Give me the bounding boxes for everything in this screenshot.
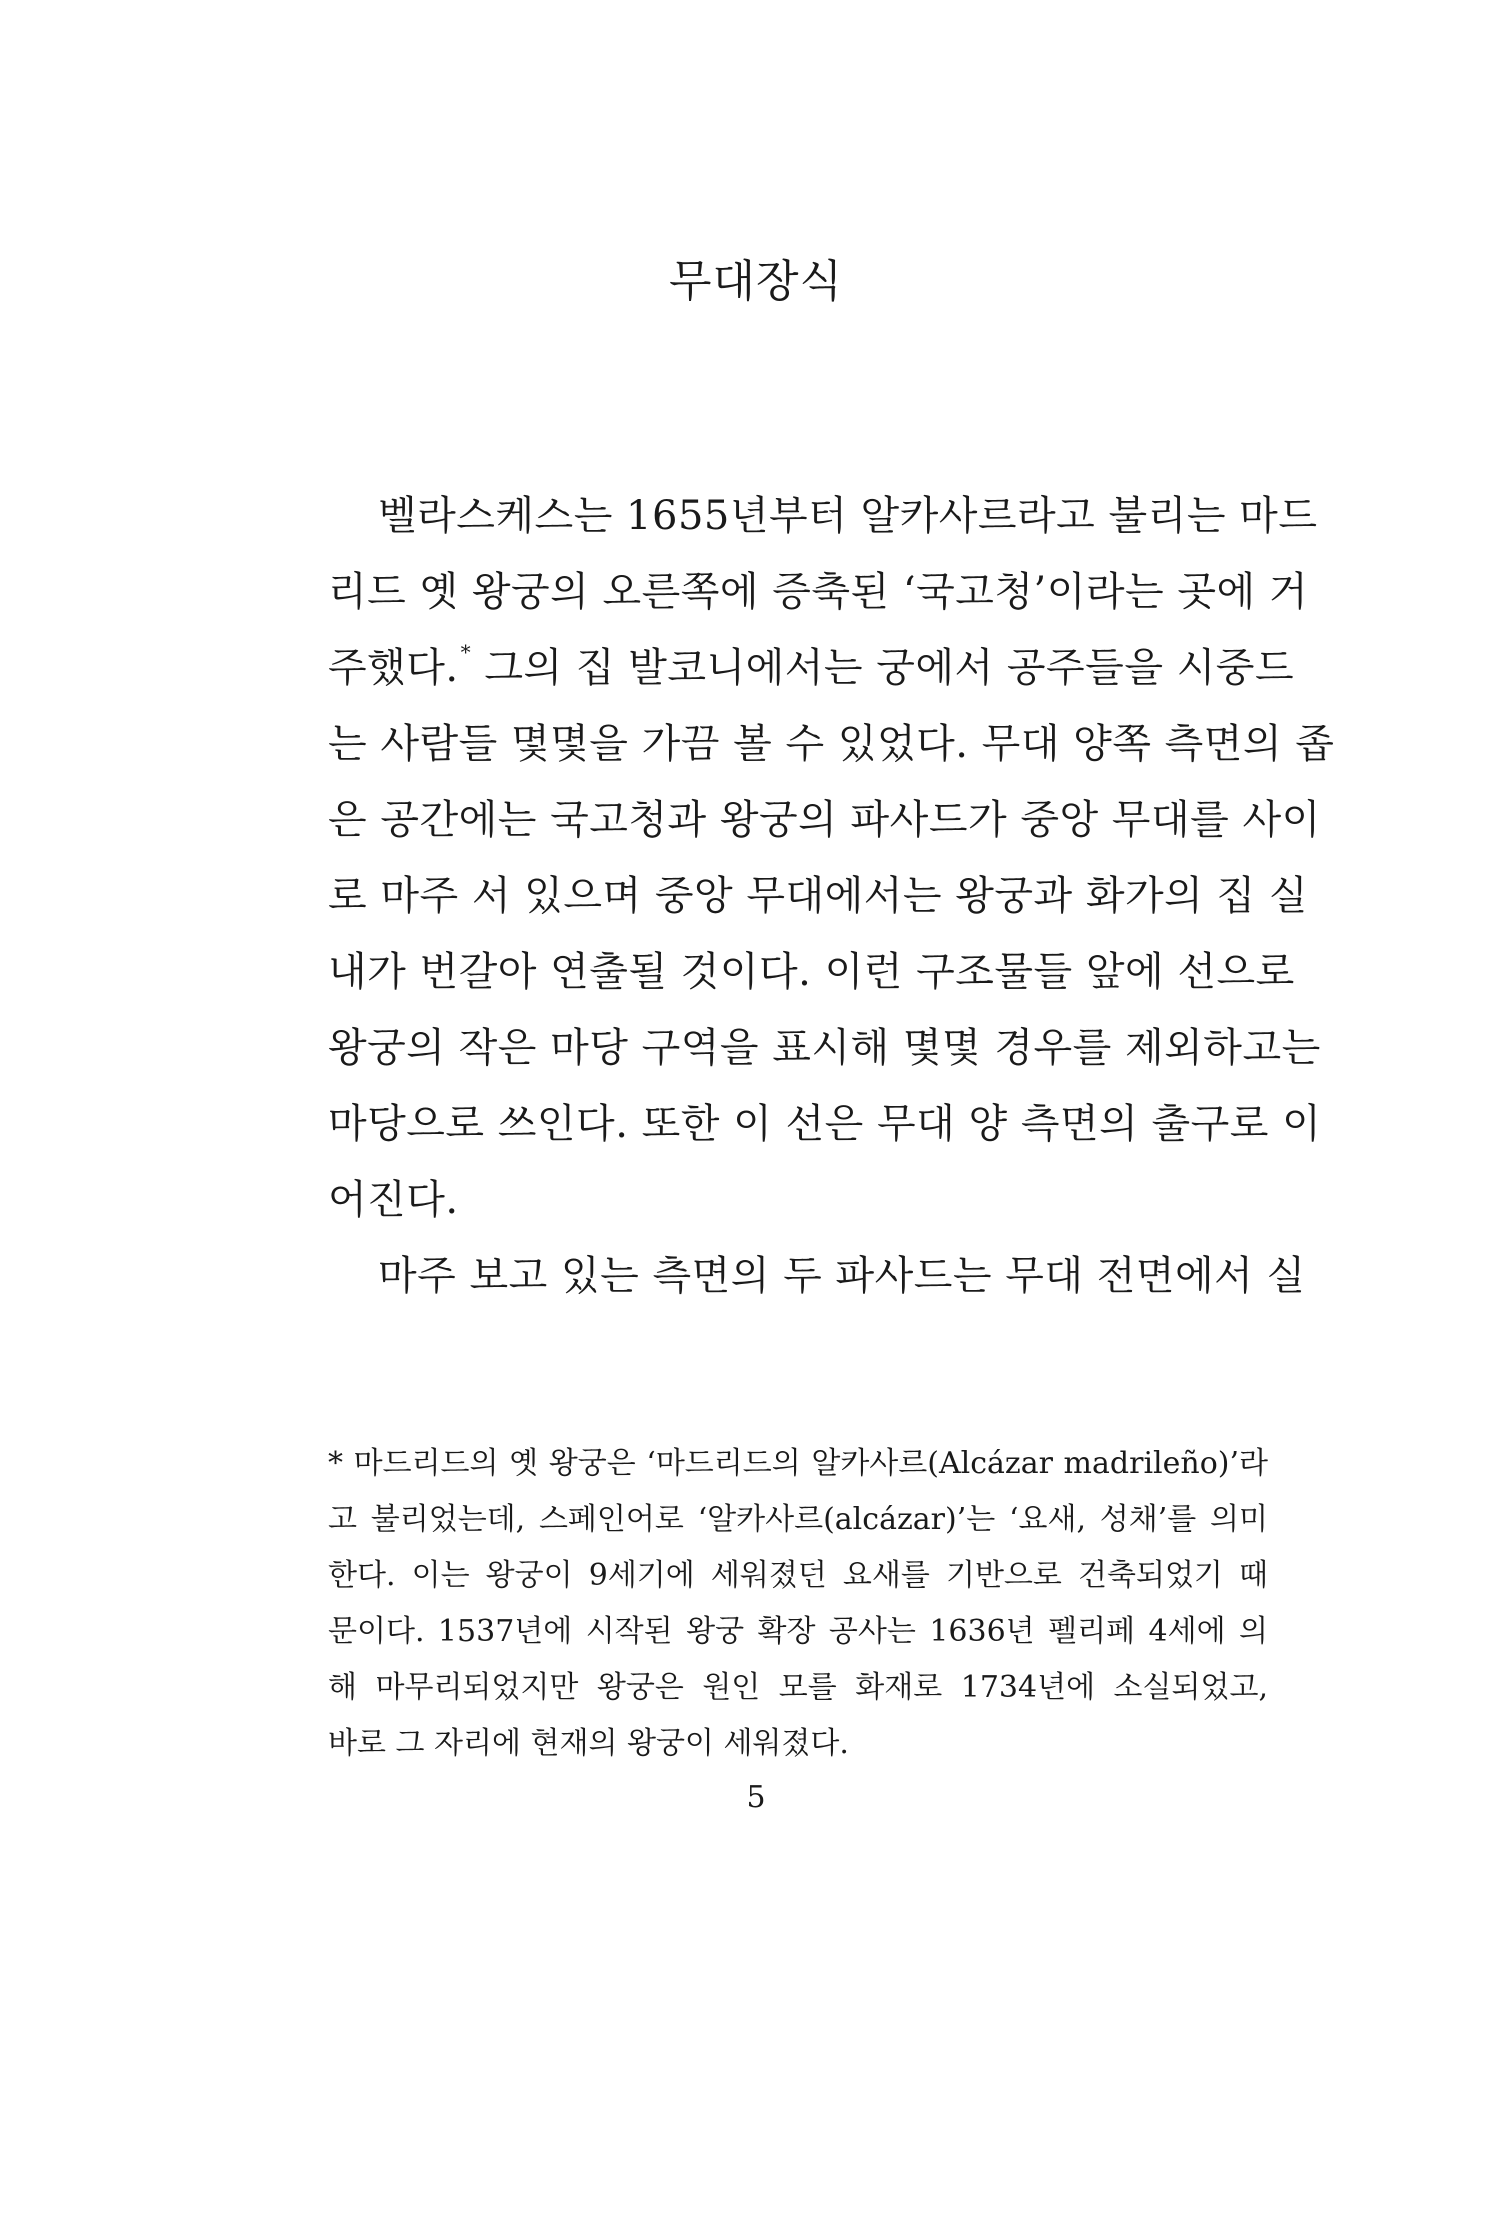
body-line [328,630,1295,706]
body-line: 은 공간에는 국고청과 왕궁의 파사드가 중앙 무대를 사이 [328,797,1321,843]
body-text [328,478,1335,1314]
footnote-line: 문이다. 1537년에 시작된 왕궁 확장 공사는 1636년 펠리페 4세에 의 [328,1614,1268,1649]
body-line: 리드 옛 왕궁의 오른쪽에 증축된 ‘국고청’이라는 곳에 거 [328,569,1309,615]
body-line: 내가 번갈아 연출될 것이다. 이런 구조물들 앞에 선으로 [328,949,1295,995]
body-line-segment: 주했다. [328,645,459,691]
body-line: 마당으로 쓰인다. 또한 이 선은 무대 양 측면의 출구로 이 [328,1101,1322,1147]
footnote-line: 해 마무리되었지만 왕궁은 원인 모를 화재로 1734년에 소실되었고, [328,1670,1268,1705]
footnote-line: 바로 그 자리에 현재의 왕궁이 세워졌다. [328,1726,849,1761]
footnote-reference-marker[interactable]: * [460,640,472,664]
page-number: 5 [746,1780,766,1815]
body-line: 벨라스케스는 1655년부터 알카사르라고 불리는 마드 [378,493,1318,539]
footnote-line: 한다. 이는 왕궁이 9세기에 세워졌던 요새를 기반으로 건축되었기 때 [328,1558,1268,1593]
body-line: 는 사람들 몇몇을 가끔 볼 수 있었다. 무대 양쪽 측면의 좁 [328,721,1335,767]
footnote-line: 고 불리었는데, 스페인어로 ‘알카사르(alcázar)’는 ‘요새, 성채’를 의미 [328,1502,1268,1537]
body-line: 왕궁의 작은 마당 구역을 표시해 몇몇 경우를 제외하고는 [328,1025,1321,1071]
chapter-title: 무대장식 [668,256,843,307]
body-line-segment: 그의 집 발코니에서는 궁에서 공주들을 시중드 [471,645,1295,691]
body-line: 로 마주 서 있으며 중앙 무대에서는 왕궁과 화가의 집 실 [328,873,1309,919]
footnote [328,1436,1268,1772]
body-line: 마주 보고 있는 측면의 두 파사드는 무대 전면에서 실 [378,1253,1306,1299]
body-line: 어진다. [328,1177,459,1223]
footnote-line: * 마드리드의 옛 왕궁은 ‘마드리드의 알카사르(Alcázar madrileño)’라 [328,1446,1268,1481]
